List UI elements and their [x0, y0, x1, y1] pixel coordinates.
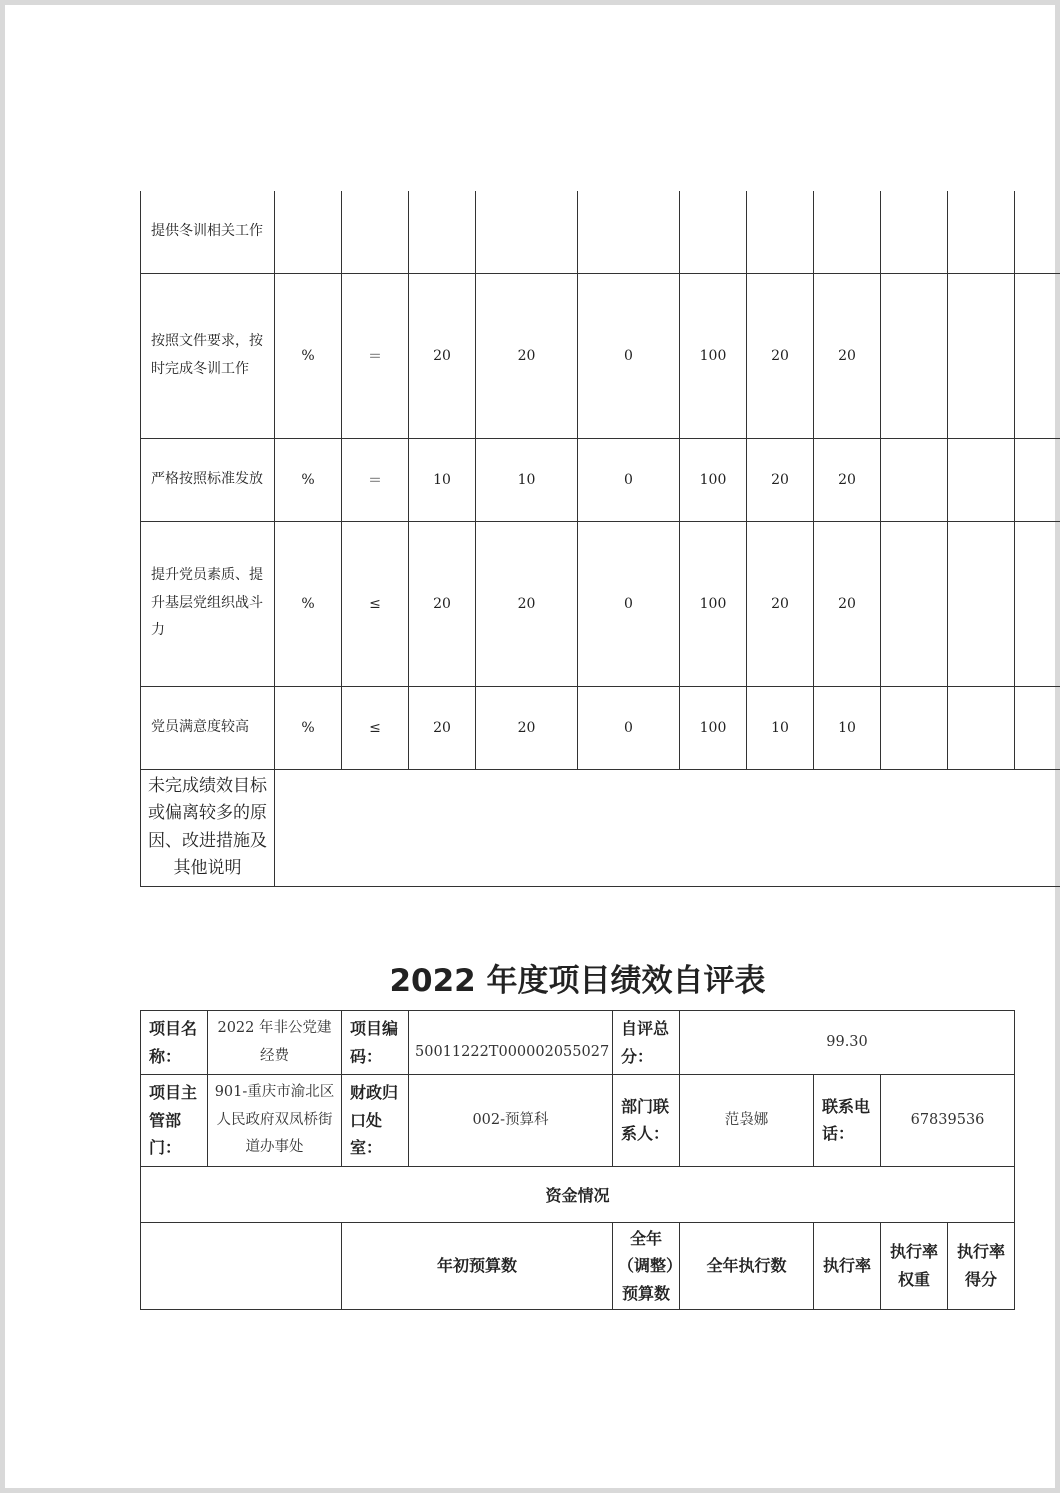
weight-cell: 20 — [747, 521, 814, 686]
contact-label: 部门联系人： — [613, 1075, 680, 1167]
target-cell: 20 — [409, 273, 476, 438]
rate-cell — [680, 191, 747, 273]
funds-columns-row — [141, 1222, 1015, 1310]
empty-cell — [948, 521, 1015, 686]
project-code-label: 项目编码： — [342, 1011, 409, 1075]
score-cell: 10 — [814, 686, 881, 769]
rate-cell: 100 — [680, 686, 747, 769]
unit-cell: % — [275, 438, 342, 521]
funds-section-label: 资金情况 — [141, 1166, 1015, 1222]
empty-cell — [948, 191, 1015, 273]
weight-cell: 10 — [747, 686, 814, 769]
total-score: 99.30 — [680, 1011, 1015, 1075]
indicator-row — [141, 521, 1060, 686]
header-row-1 — [141, 1011, 1015, 1075]
empty-cell — [1015, 273, 1060, 438]
unit-cell: % — [275, 521, 342, 686]
funds-section-row — [141, 1166, 1015, 1222]
phone-label: 联系电话： — [814, 1075, 881, 1167]
project-code: 50011222T000002055027 — [409, 1011, 613, 1075]
rate-cell: 100 — [680, 273, 747, 438]
actual-cell — [476, 191, 578, 273]
funds-col-execution-rate: 执行率 — [814, 1222, 881, 1310]
indicator-row — [141, 191, 1060, 273]
project-header-table — [140, 1010, 1015, 1310]
deviation-cell: 0 — [578, 686, 680, 769]
actual-cell: 20 — [476, 686, 578, 769]
indicator-row — [141, 438, 1060, 521]
unit-cell: % — [275, 686, 342, 769]
empty-cell — [881, 521, 948, 686]
empty-cell — [1015, 191, 1060, 273]
page-title: 2022 年度项目绩效自评表 — [389, 963, 766, 999]
target-cell — [409, 191, 476, 273]
actual-cell: 20 — [476, 521, 578, 686]
target-cell: 20 — [409, 521, 476, 686]
funds-blank-cell — [141, 1222, 342, 1310]
finance-label: 财政归口处室： — [342, 1075, 409, 1167]
deviation-cell — [578, 191, 680, 273]
empty-cell — [948, 686, 1015, 769]
project-name: 2022 年非公党建经费 — [208, 1011, 342, 1075]
indicator-name: 提供冬训相关工作 — [141, 191, 275, 273]
actual-cell: 20 — [476, 273, 578, 438]
indicator-row — [141, 273, 1060, 438]
operator-cell — [342, 191, 409, 273]
unit-cell — [275, 191, 342, 273]
funds-col-rate-score: 执行率得分 — [948, 1222, 1015, 1310]
deviation-cell: 0 — [578, 438, 680, 521]
header-row-2 — [141, 1075, 1015, 1167]
weight-cell: 20 — [747, 438, 814, 521]
empty-cell — [948, 438, 1015, 521]
rate-cell: 100 — [680, 521, 747, 686]
indicator-name: 党员满意度较高 — [141, 686, 275, 769]
unit-cell: % — [275, 273, 342, 438]
contact-value: 范袅娜 — [680, 1075, 814, 1167]
rate-cell: 100 — [680, 438, 747, 521]
funds-col-rate-weight: 执行率权重 — [881, 1222, 948, 1310]
operator-cell: ≤ — [342, 521, 409, 686]
score-cell — [814, 191, 881, 273]
indicator-row — [141, 686, 1060, 769]
target-cell: 20 — [409, 686, 476, 769]
performance-indicator-table — [140, 191, 1060, 887]
project-name-label: 项目名称： — [141, 1011, 208, 1075]
operator-cell: ＝ — [342, 438, 409, 521]
actual-cell: 10 — [476, 438, 578, 521]
phone-value: 67839536 — [881, 1075, 1015, 1167]
weight-cell — [747, 191, 814, 273]
empty-cell — [1015, 521, 1060, 686]
target-cell: 10 — [409, 438, 476, 521]
indicator-name: 严格按照标准发放 — [141, 438, 275, 521]
finance-value: 002-预算科 — [409, 1075, 613, 1167]
score-cell: 20 — [814, 273, 881, 438]
deviation-cell: 0 — [578, 273, 680, 438]
empty-cell — [948, 273, 1015, 438]
score-cell: 20 — [814, 521, 881, 686]
score-label: 自评总分： — [613, 1011, 680, 1075]
empty-cell — [881, 191, 948, 273]
indicator-name: 提升党员素质、提升基层党组织战斗力 — [141, 521, 275, 686]
dept-value: 901-重庆市渝北区人民政府双凤桥街道办事处 — [208, 1075, 342, 1167]
empty-cell — [881, 686, 948, 769]
empty-cell — [1015, 438, 1060, 521]
dept-label: 项目主管部门： — [141, 1075, 208, 1167]
note-value — [275, 769, 1060, 886]
funds-col-adjusted-budget: 全年（调整）预算数 — [613, 1222, 680, 1310]
note-row — [141, 769, 1060, 886]
deviation-cell: 0 — [578, 521, 680, 686]
score-cell: 20 — [814, 438, 881, 521]
operator-cell: ≤ — [342, 686, 409, 769]
empty-cell — [1015, 686, 1060, 769]
indicator-name: 按照文件要求，按时完成冬训工作 — [141, 273, 275, 438]
empty-cell — [881, 273, 948, 438]
note-label: 未完成绩效目标或偏离较多的原因、改进措施及其他说明 — [141, 769, 275, 886]
weight-cell: 20 — [747, 273, 814, 438]
document-page — [5, 5, 1055, 1488]
funds-col-initial-budget: 年初预算数 — [342, 1222, 613, 1310]
funds-col-executed: 全年执行数 — [680, 1222, 814, 1310]
empty-cell — [881, 438, 948, 521]
operator-cell: ＝ — [342, 273, 409, 438]
